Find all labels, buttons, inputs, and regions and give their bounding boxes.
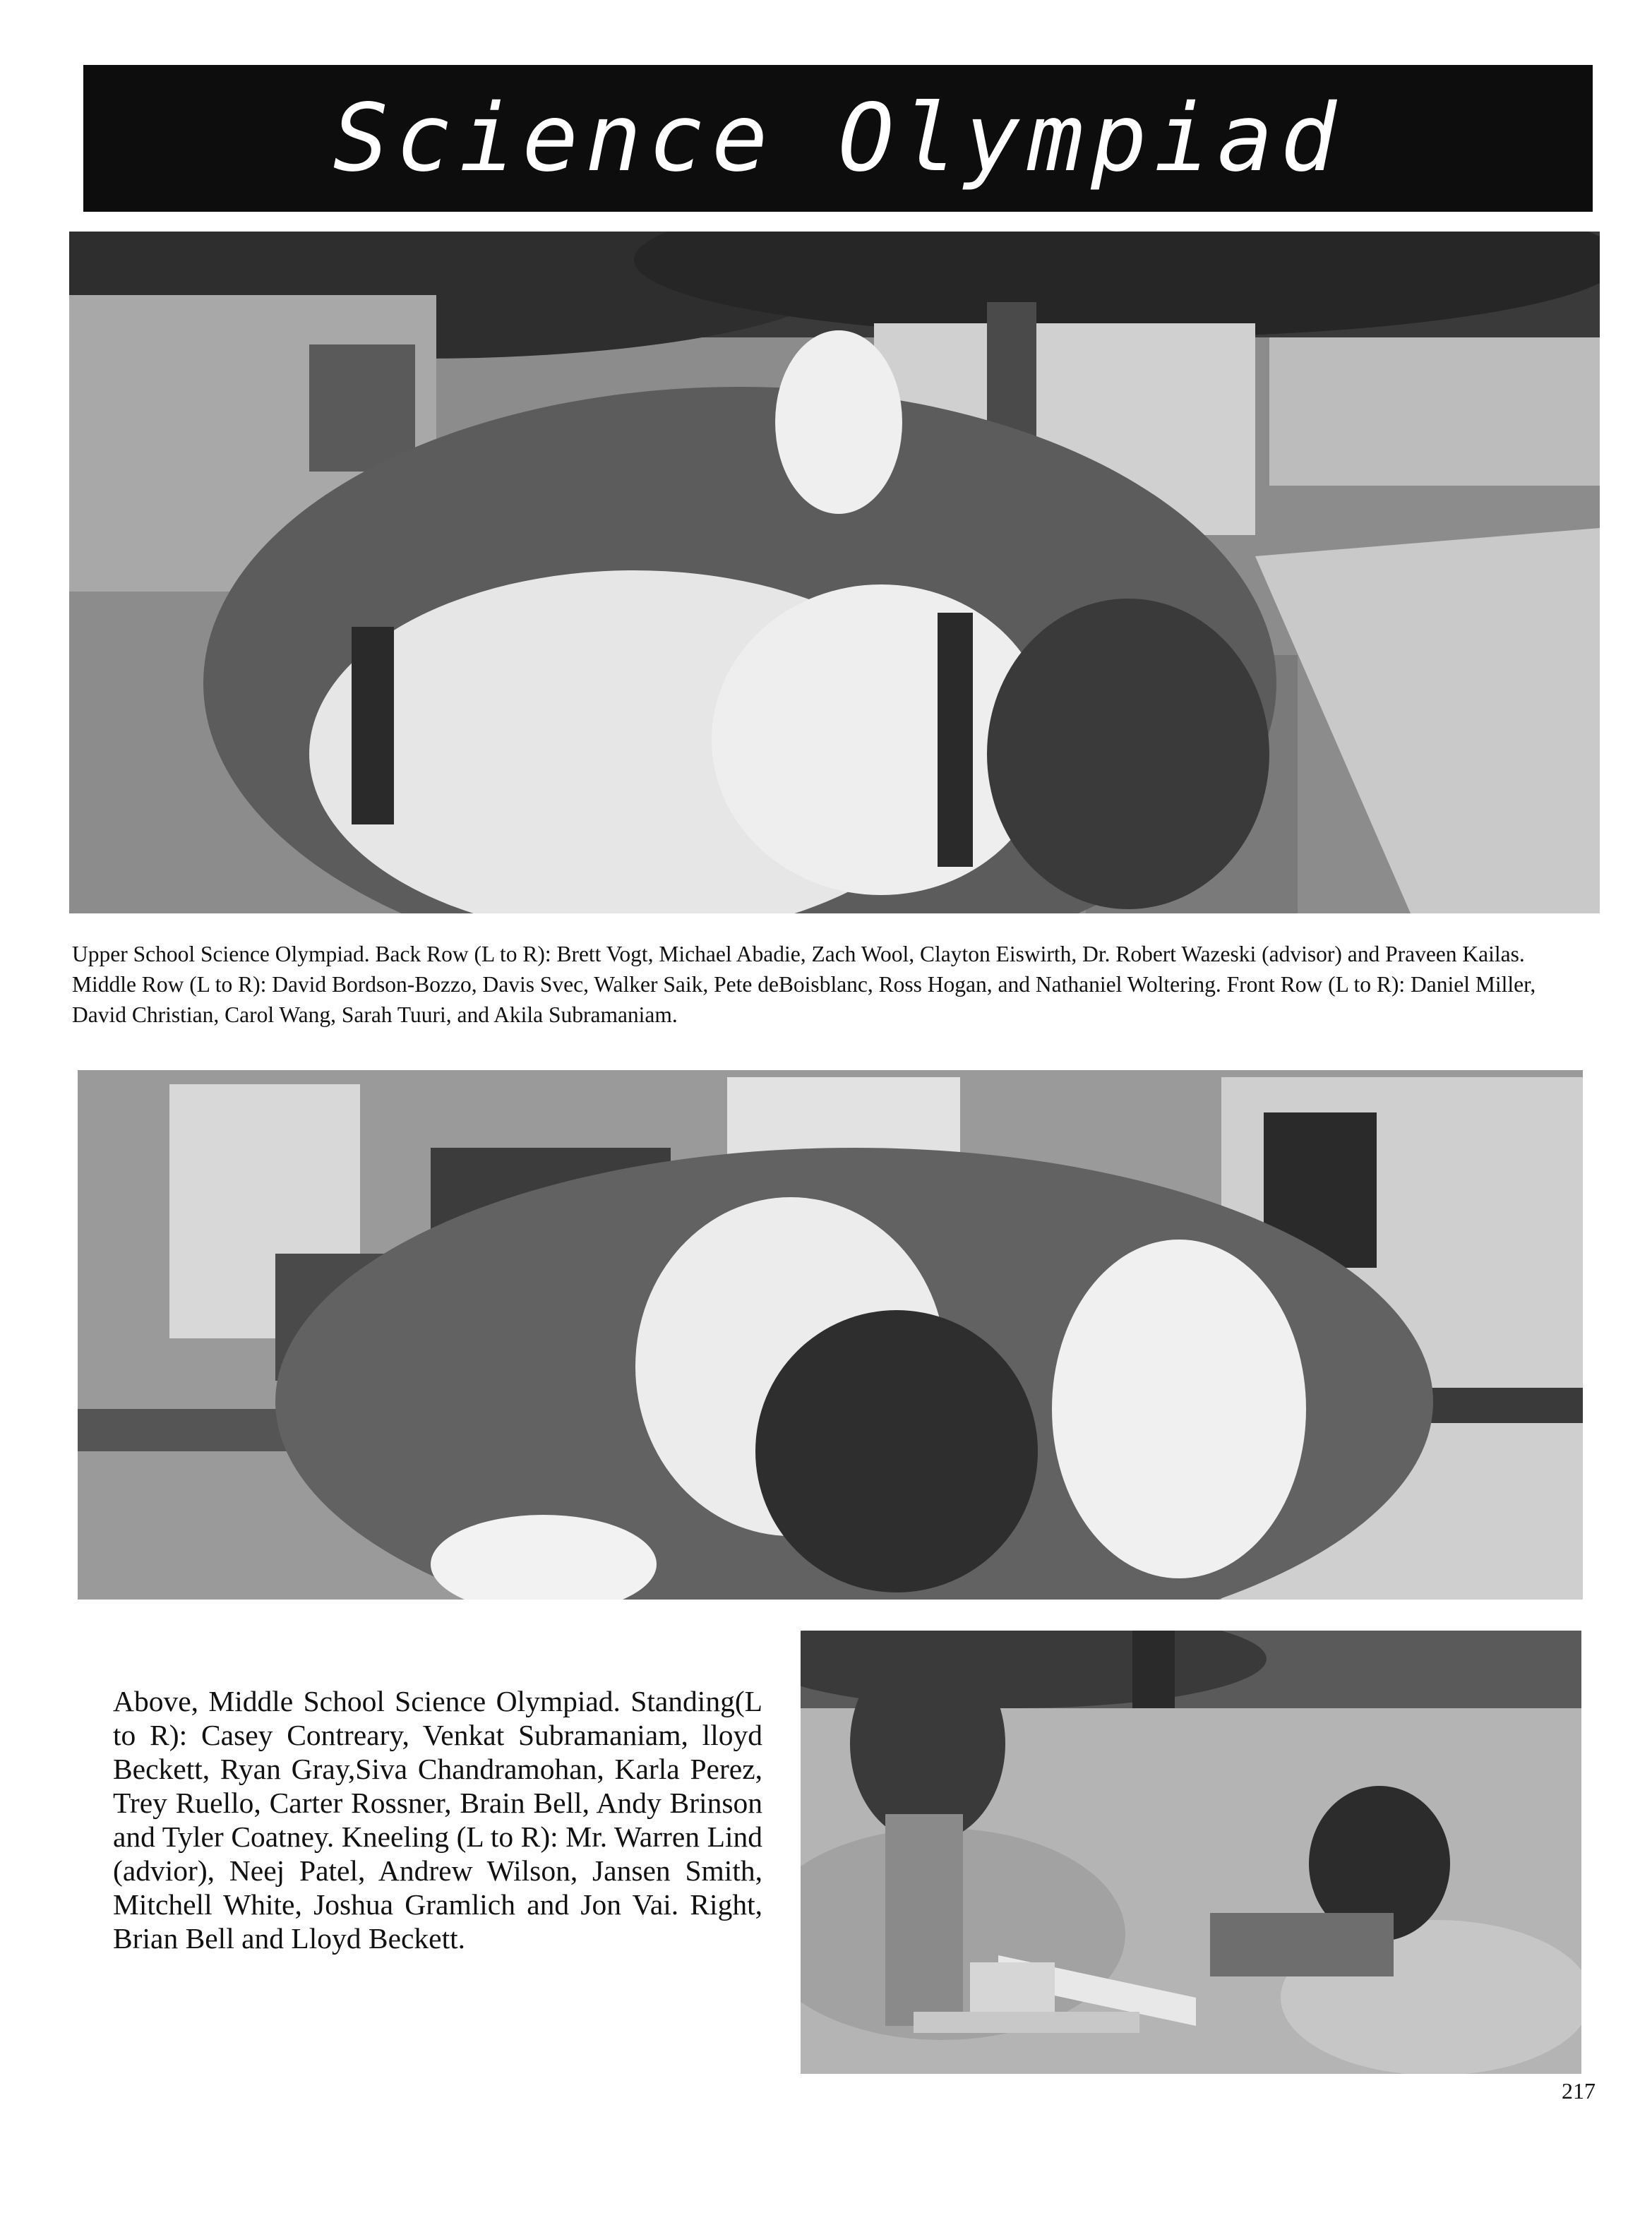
page-number: 217 xyxy=(1562,2078,1596,2104)
middle-school-photo-image xyxy=(78,1070,1583,1600)
upper-school-photo-image xyxy=(69,232,1600,913)
catapult-photo-image xyxy=(801,1631,1581,2074)
catapult-photo xyxy=(801,1631,1581,2074)
title-banner xyxy=(83,65,1593,212)
upper-school-caption: Upper School Science Olympiad. Back Row (L to R): Brett Vogt, Michael Abadie, Zach Wool, Clayton Eiswirth, Dr. Robert Wazeski (advisor) and Praveen Kailas. Middle Row (L to R): David Bordson-Bozzo, Davis Svec, Walker Saik, Pete deBoisblanc, Ross Hogan, and Nathaniel Woltering. Front Row (L to R): Daniel Miller, David Christian, Carol Wang, Sarah Tuuri, and Akila Subramaniam. xyxy=(72,942,1536,1027)
page-title: Science Olympiad xyxy=(333,84,1343,193)
upper-school-photo xyxy=(69,232,1600,913)
middle-school-photo xyxy=(78,1070,1583,1600)
middle-school-caption: Above, Middle School Science Olympiad. Standing(L to R): Casey Contreary, Venkat Subramaniam, lloyd Beckett, Ryan Gray,Siva Chandramohan, Karla Perez, Trey Ruello, Carter Rossner, Brain Bell, Andy Brinson and Tyler Coatney. Kneeling (L to R): Mr. Warren Lind (advior), Neej Patel, Andrew Wilson, Jansen Smith, Mitchell White, Joshua Gramlich and Jon Vai. Right, Brian Bell and Lloyd Beckett. xyxy=(113,1685,762,1955)
